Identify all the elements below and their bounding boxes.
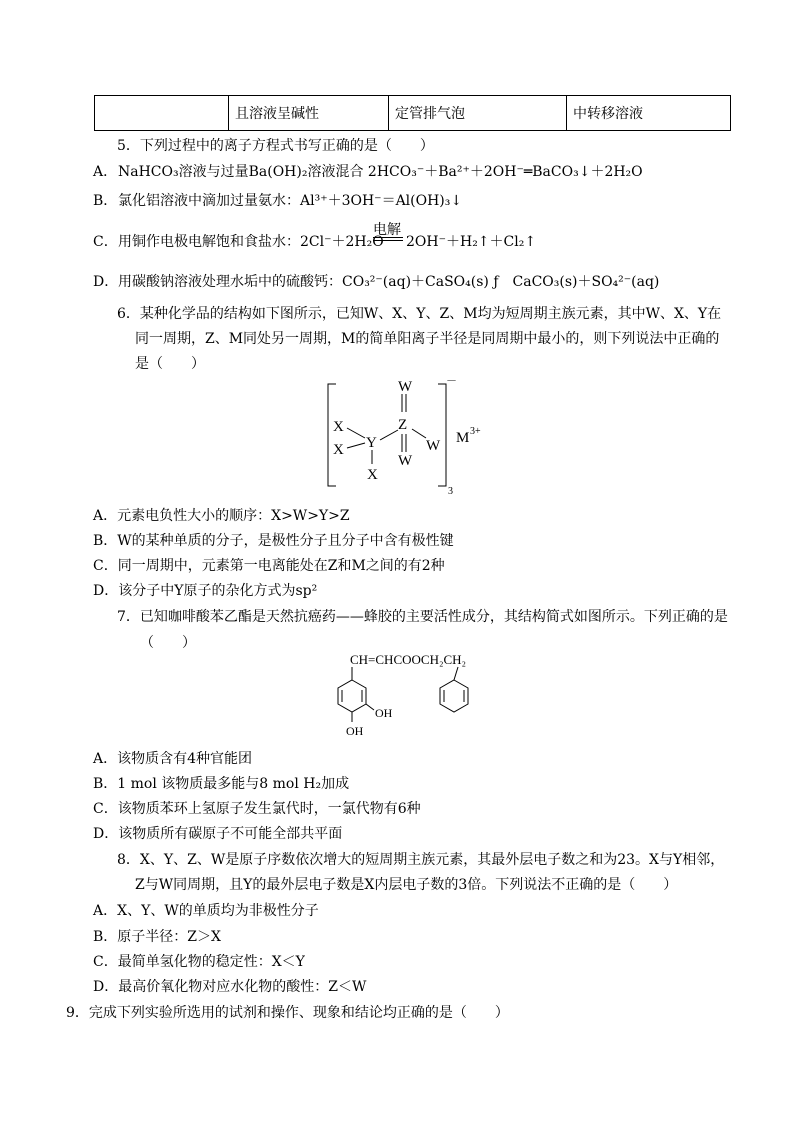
q7-option-b: B．1 mol 该物质最多能与8 mol H₂加成 [93, 776, 350, 792]
q5-option-a: NaHCO₃溶液与过量Ba(OH)₂溶液混合 2HCO₃⁻＋Ba²⁺＋2OH⁻═BaCO₃↓＋2H₂O [118, 164, 643, 180]
table-cell: 且溶液呈碱性 [229, 96, 389, 131]
atom-y: Y [366, 435, 377, 451]
q7-option-d: D．该物质所有碳原子不可能全部共平面 [93, 826, 343, 842]
q7-option-c: C．该物质苯环上氢原子发生氯代时，一氯代物有6种 [93, 801, 421, 817]
atom-w-right: W [426, 438, 441, 454]
oh-label-1: OH [375, 706, 393, 720]
atom-m-charge: 3+ [470, 426, 481, 437]
q5-option-b: 氯化铝溶液中滴加过量氨水：Al³⁺＋3OH⁻＝Al(OH)₃↓ [118, 193, 463, 209]
table-cell [95, 96, 229, 131]
atom-x-bottom: X [367, 467, 378, 483]
table-row [95, 96, 731, 131]
q6-option-b: B．W的某种单质的分子，是极性分子且分子中含有极性键 [93, 533, 454, 549]
q7-stem-line2: （ ） [140, 635, 196, 651]
q6-option-d: D．该分子中Y原子的杂化方式为sp² [93, 583, 318, 599]
q5-electrolysis-condition: 电解 [373, 222, 401, 238]
q5-condition-line-bottom [373, 240, 403, 241]
q8-stem-line2: Z与W同周期，且Y的最外层电子数是X内层电子数的3倍。下列说法不正确的是（ ） [135, 877, 678, 893]
q6-option-c: C．同一周期中，元素第一电离能处在Z和M之间的有2种 [93, 558, 445, 574]
atom-w-bottom: W [398, 453, 413, 469]
table-cell: 定管排气泡 [389, 96, 567, 131]
q5-option-c-post: 2OH⁻＋H₂↑＋Cl₂↑ [406, 234, 537, 250]
q6-stem-line2: 同一周期，Z、M同处另一周期，M的简单阳离子半径是同周期中最小的，则下列说法中正确的 [135, 331, 720, 347]
q9-stem: 9．完成下列实验所选用的试剂和操作、现象和结论均正确的是（ ） [66, 1005, 509, 1021]
q6-stem-line1: 6．某种化学品的结构如下图所示，已知W、X、Y、Z、M均为短周期主族元素，其中W、X、Y在 [117, 306, 722, 322]
q8-option-c: C．最简单氢化物的稳定性：X＜Y [93, 954, 305, 970]
bracket-charge: － [446, 375, 457, 387]
q8-option-b: B．原子半径：Z＞X [93, 929, 221, 945]
atom-m: M [456, 430, 470, 446]
atom-w-top: W [398, 379, 413, 395]
chain-label: CH=CHCOOCH₂CH₂ [350, 652, 467, 667]
q5-option-c-label: C． [93, 234, 118, 250]
q7-stem-line1: 7．已知咖啡酸苯乙酯是天然抗癌药——蜂胶的主要活性成分，其结构简式如图所示。下列正确的是 [117, 609, 728, 625]
q7-option-a: A．该物质含有4种官能团 [93, 751, 253, 767]
table-cell: 中转移溶液 [567, 96, 731, 131]
experiment-table [94, 95, 731, 131]
q8-option-d: D．最高价氧化物对应水化物的酸性：Z＜W [93, 979, 367, 995]
q5-option-b-label: B． [93, 193, 118, 209]
q5-option-c-pre: 用铜作电极电解饱和食盐水：2Cl⁻＋2H₂O [118, 234, 384, 250]
oh-label-2: OH [346, 724, 364, 738]
q5-condition-line-top [373, 237, 403, 238]
q8-stem-line1: 8．X、Y、Z、W是原子序数依次增大的短周期主族元素，其最外层电子数之和为23。X与Y相邻， [117, 852, 725, 868]
atom-x-upper: X [333, 419, 344, 435]
bracket-subscript: 3 [448, 486, 453, 497]
atom-x-lower: X [333, 442, 344, 458]
q6-structure-figure [320, 372, 500, 497]
q6-stem-line3: 是（ ） [135, 356, 205, 372]
q5-stem: 5．下列过程中的离子方程式书写正确的是（ ） [117, 138, 434, 154]
q5-option-d-label: D． [93, 274, 119, 290]
q7-structure-figure [330, 650, 490, 742]
q6-option-a: A．元素电负性大小的顺序：X>W>Y>Z [93, 508, 350, 524]
q5-option-d: 用碳酸钠溶液处理水垢中的硫酸钙：CO₃²⁻(aq)＋CaSO₄(s) ƒ CaCO₃(s)＋SO₄²⁻(aq) [118, 274, 660, 290]
q8-option-a: A．X、Y、W的单质均为非极性分子 [93, 903, 319, 919]
atom-z: Z [398, 417, 408, 433]
q5-option-a-label: A． [93, 164, 118, 180]
